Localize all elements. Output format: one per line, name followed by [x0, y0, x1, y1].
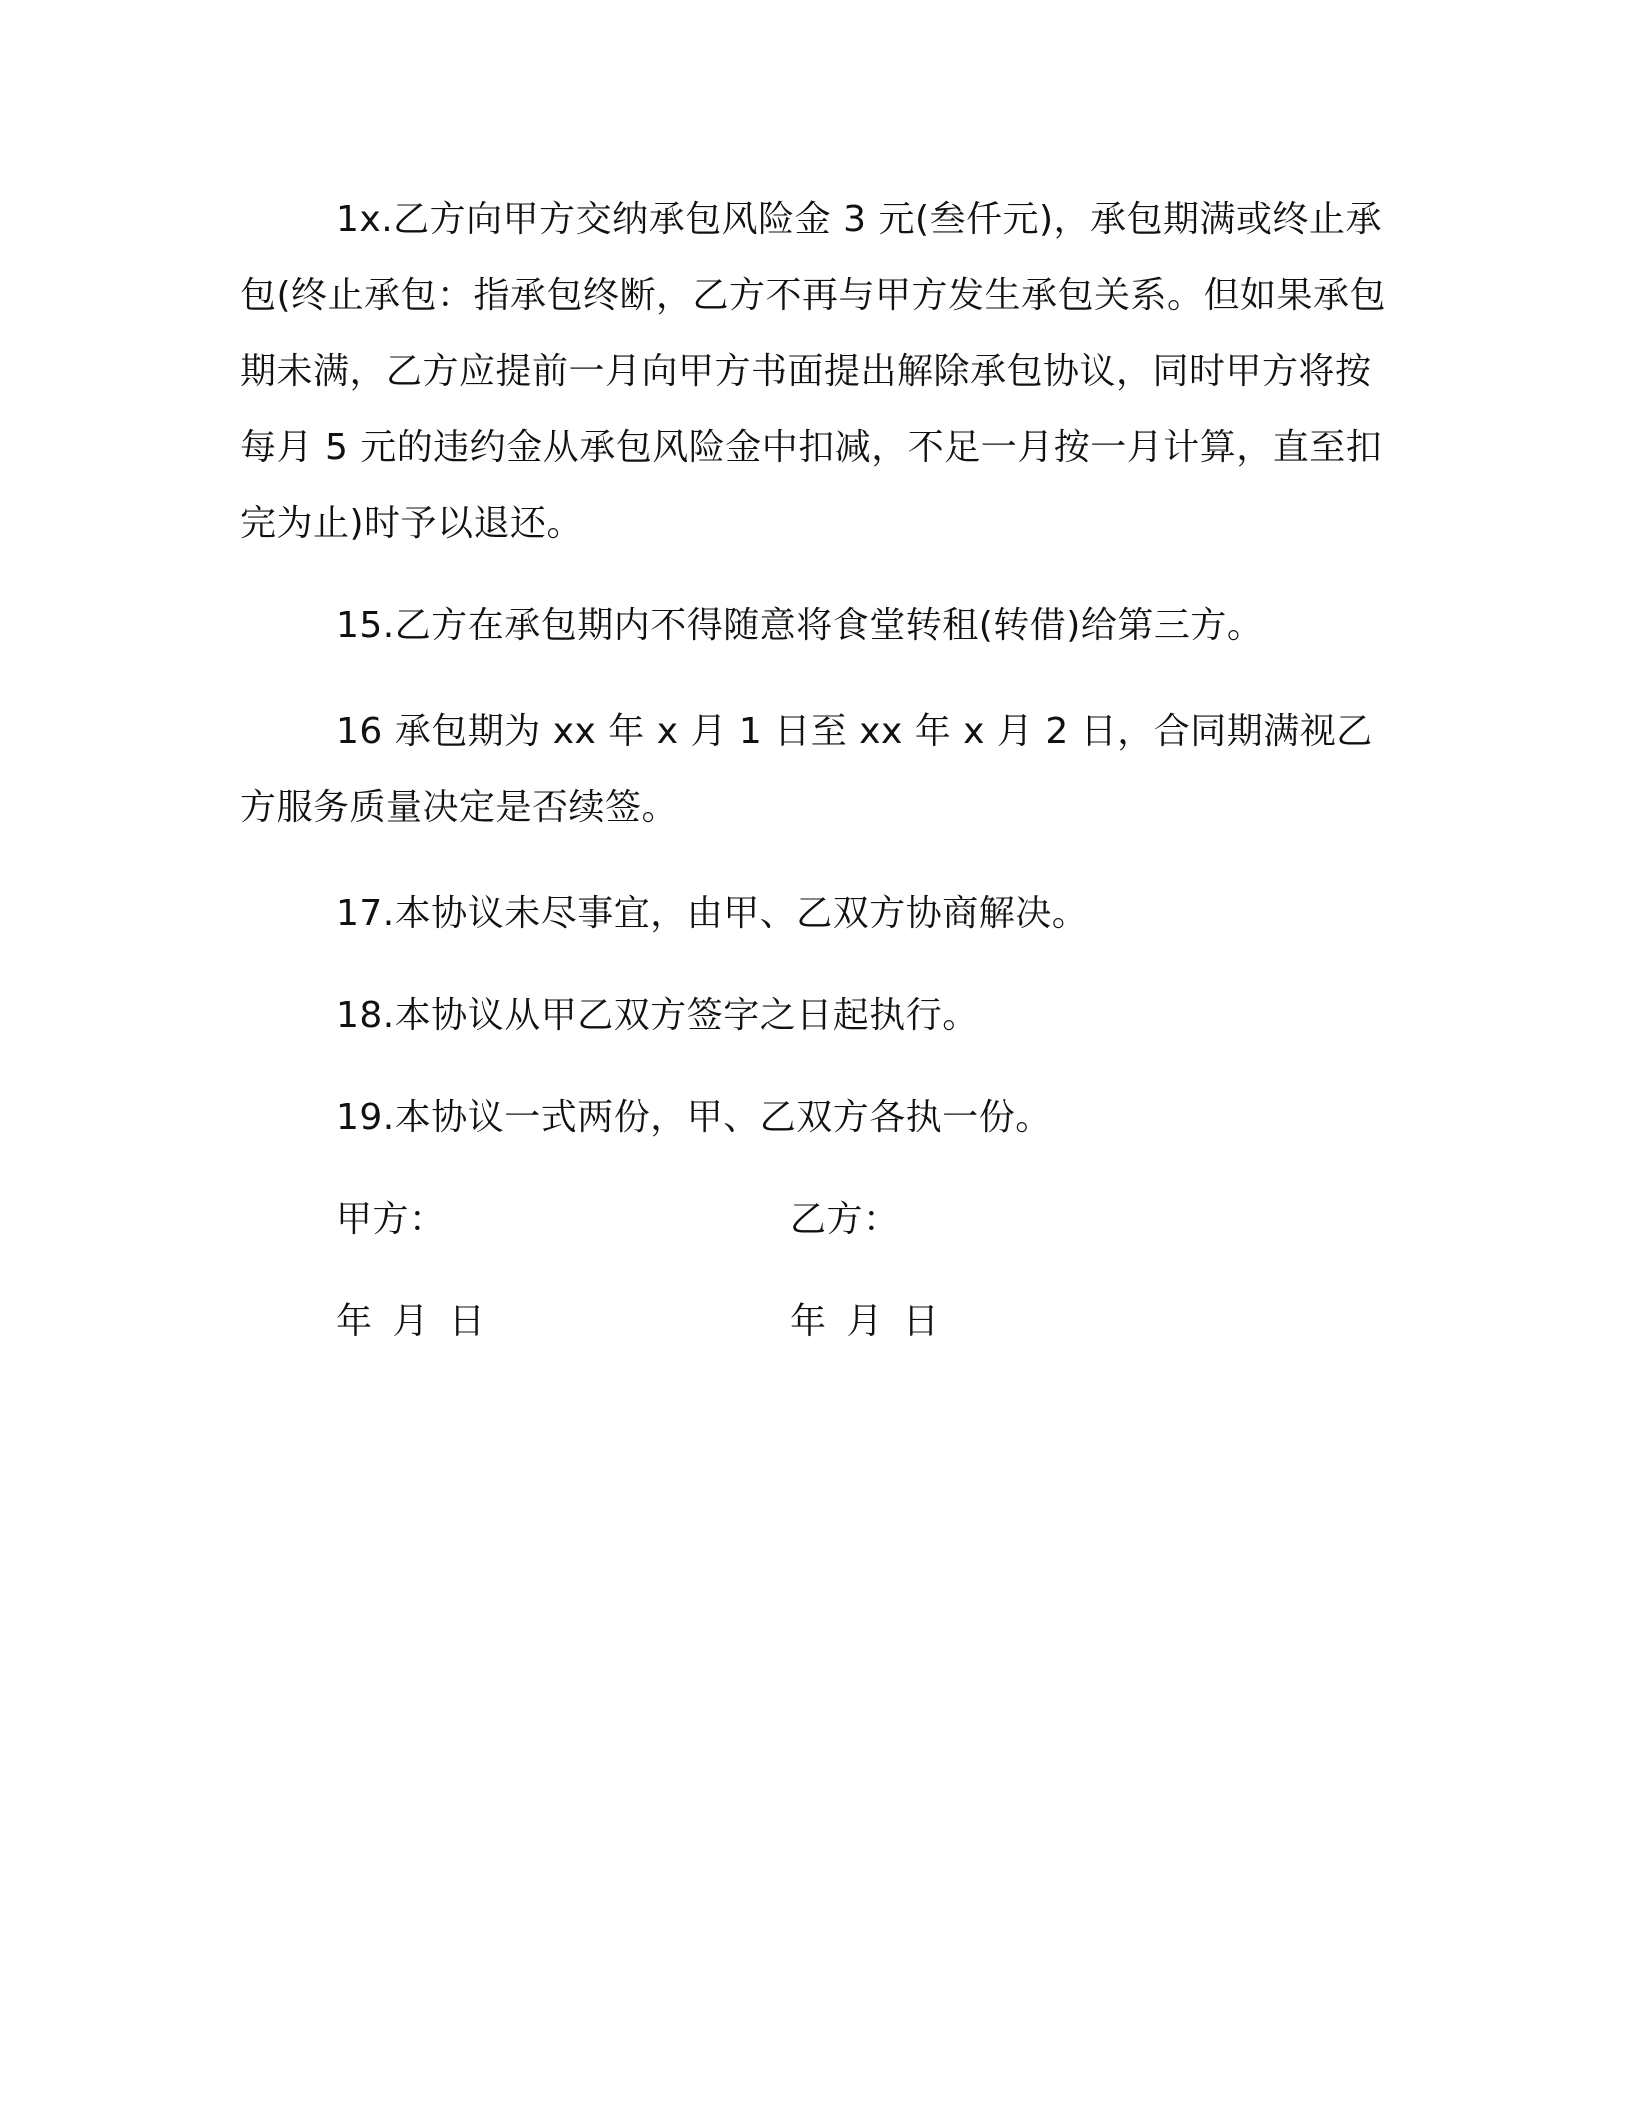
party-a-date: 年 月 日 [336, 1301, 486, 1342]
party-b-date: 年 月 日 [790, 1301, 940, 1342]
clause-19-copies: 19.本协议一式两份，甲、乙双方各执一份。 [336, 1097, 1052, 1138]
clause-17-unresolved-matters: 17.本协议未尽事宜，由甲、乙双方协商解决。 [336, 893, 1089, 934]
party-b-signature-label: 乙方： [790, 1199, 900, 1240]
clause-15-no-sublease: 15.乙方在承包期内不得随意将食堂转租(转借)给第三方。 [336, 605, 1264, 646]
party-a-signature-label: 甲方： [336, 1199, 446, 1240]
clause-14-risk-deposit: 1x.乙方向甲方交纳承包风险金 3 元(叁仟元)，承包期满或终止承包(终止承包：指承包终断，乙方不再与甲方发生承包关系。但如果承包期未满，乙方应提前一月向甲方书面提出解除承包协议，同时甲方将按每月 5 元的违约金从承包风险金中扣减，不足一月按一月计算，直至扣完为止)时予以退还。 [240, 199, 1387, 544]
clause-18-effective-date: 18.本协议从甲乙双方签字之日起执行。 [336, 995, 979, 1036]
clause-16-contract-term: 16 承包期为 xx 年 x 月 1 日至 xx 年 x 月 2 日，合同期满视乙方服务质量决定是否续签。 [240, 711, 1373, 828]
